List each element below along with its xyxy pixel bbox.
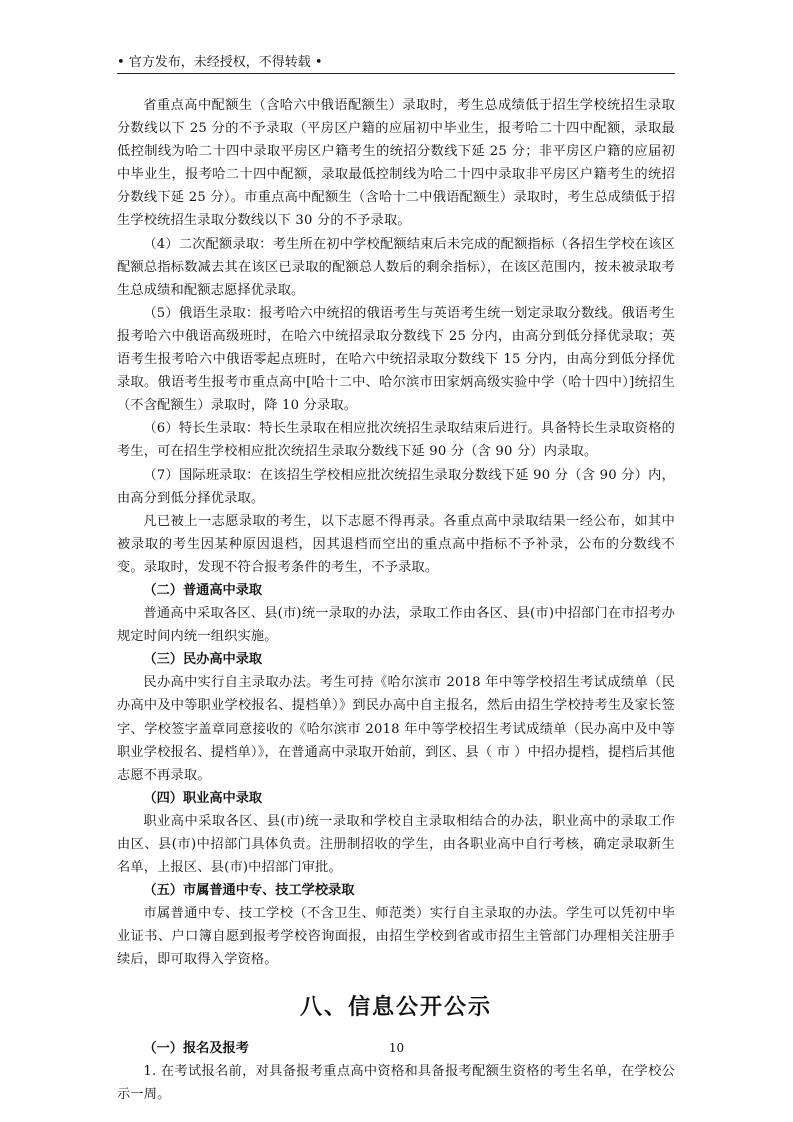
heading-general-high-school: （二）普通高中录取 — [143, 582, 263, 598]
paragraph-general-high-school: 普通高中采取各区、县(市)统一录取的办法，录取工作由各区、县(市)中招部门在市招考办规定时间内统一组织实施。 — [117, 606, 675, 645]
paragraph-technical-school: 市属普通中专、技工学校（不含卫生、师范类）实行自主录取的办法。学生可以凭初中毕业证书、户口簿自愿到报考学校咨询面报，由招生学校到省或市招生主管部门办理相关注册手续后，即可取得入学资格。 — [117, 906, 675, 968]
heading-registration: （一）报名及报考 — [143, 1040, 249, 1056]
heading-technical-school: （五）市属普通中专、技工学校录取 — [143, 883, 355, 899]
section-title: 八、信息公开公示 — [299, 994, 492, 1020]
heading-private-high-school: （三）民办高中录取 — [143, 652, 263, 668]
paragraph-russian-students: （5）俄语生录取：报考哈六中统招的俄语考生与英语考生统一划定录取分数线。俄语考生报考哈六中俄语高级班时，在哈六中统招录取分数线下 25 分内，由高分到低分择优录取；英语考生报考哈六中俄语零起点班时，在哈六中统招录取分数线下 15 分内，由高分到低分择优录取。俄语考生报考市重点高中[哈十二中、哈尔滨市田家炳高级实验中学（哈十四中）]统招生（不含配额生）录取时，降 10 分录取。 — [117, 305, 675, 414]
paragraph-international-class: （7）国际班录取：在该招生学校相应批次统招生录取分数线下延 90 分（含 90 分）内，由高分到低分择优录取。 — [117, 467, 675, 506]
document-body — [117, 94, 675, 1106]
page-number: 10 — [388, 1041, 405, 1055]
paragraph-private-high-school: 民办高中实行自主录取办法。考生可持《哈尔滨市 2018 年中等学校招生考试成绩单（民办高中及中等职业学校报名、提档单）》到民办高中自主报名，然后由招生学校持考生及家长签字、学校签字盖章同意接收的《哈尔滨市 2018 年中等学校招生考试成绩单（民办高中及中等职业学校报名、提档单）》，在普通高中录取开始前，到区、县（ 市 ）中招办提档，提档后其他志愿不再录取。 — [117, 675, 675, 783]
header-notice: • 官方发布，未经授权，不得转载 • — [117, 55, 323, 70]
paragraph-admission-rules: 凡已被上一志愿录取的考生，以下志愿不得再录。各重点高中录取结果一经公布，如其中被录取的考生因某种原因退档，因其退档而空出的重点高中指标不予补录，公布的分数线不变。录取时，发现不符合报考条件的考生，不予录取。 — [117, 513, 675, 575]
paragraph-specialty-students: （6）特长生录取：特长生录取在相应批次统招生录取结束后进行。具备特长生录取资格的考生，可在招生学校相应批次统招生录取分数线下延 90 分（含 90 分）内录取。 — [117, 421, 675, 460]
paragraph-registration-publicity: 1. 在考试报名前，对具备报考重点高中资格和具备报考配额生资格的考生名单，在学校公示一周。 — [117, 1063, 675, 1102]
header-divider — [117, 73, 675, 74]
paragraph-quota-admission: 省重点高中配额生（含哈六中俄语配额生）录取时，考生总成绩低于招生学校统招生录取分数线以下 25 分的不予录取（平房区户籍的应届初中毕业生，报考哈二十四中配额，录取最低控制线为哈二十四中录取平房区户籍考生的统招分数线下延 25 分；非平房区户籍的应届初中毕业生，报考哈二十四中配额，录取最低控制线为哈二十四中录取非平房区户籍考生的统招分数线下延 25 分）。市重点高中配额生（含哈十二中俄语配额生）录取时，考生总成绩低于招生学校统招生录取分数线以下 30 分的不予录取。 — [117, 98, 675, 229]
paragraph-second-quota: （4）二次配额录取：考生所在初中学校配额结束后未完成的配额指标（各招生学校在该区配额总指标数减去其在该区已录取的配额总人数后的剩余指标），在该区范围内，按未被录取考生总成绩和配额志愿择优录取。 — [117, 236, 675, 298]
heading-vocational-high-school: （四）职业高中录取 — [143, 790, 263, 806]
paragraph-vocational-high-school: 职业高中采取各区、县(市)统一录取和学校自主录取相结合的办法，职业高中的录取工作由区、县(市)中招部门具体负责。注册制招收的学生，由各职业高中自行考核，确定录取新生名单，上报区、县(市)中招部门审批。 — [117, 813, 675, 876]
